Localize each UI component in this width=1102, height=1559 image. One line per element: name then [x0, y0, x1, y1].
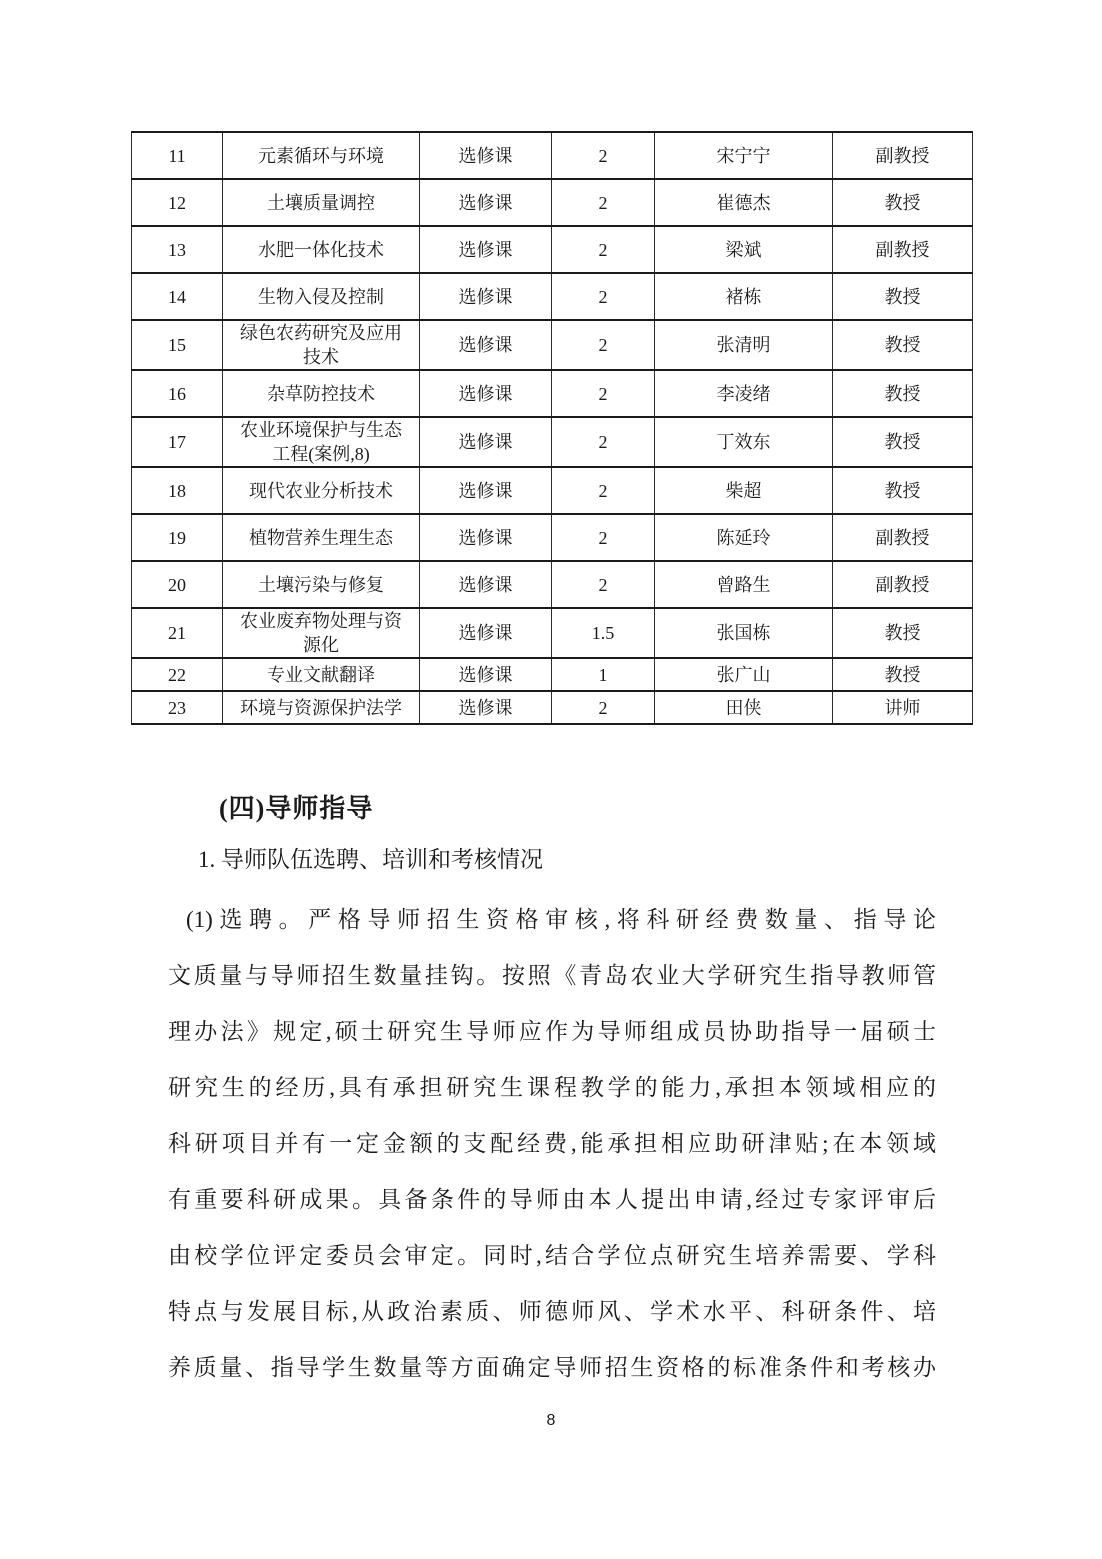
- paragraph: [168, 892, 936, 1396]
- cell-credits: 2: [552, 417, 655, 467]
- table-row: [132, 179, 973, 226]
- cell-course-type: 选修课: [420, 608, 552, 658]
- cell-course-type: 选修课: [420, 514, 552, 561]
- paragraph-line: 理办法》规定,硕士研究生导师应作为导师组成员协助指导一届硕士: [168, 1019, 936, 1044]
- cell-teacher: 梁斌: [655, 226, 833, 273]
- cell-title: 副教授: [833, 561, 973, 608]
- cell-course-name: 环境与资源保护法学: [223, 691, 420, 724]
- paragraph-line: 有重要科研成果。具备条件的导师由本人提出申请,经过专家评审后: [168, 1187, 936, 1212]
- course-table-body: [132, 132, 973, 724]
- cell-course-type: 选修课: [420, 179, 552, 226]
- cell-teacher: 曾路生: [655, 561, 833, 608]
- cell-title: 副教授: [833, 226, 973, 273]
- cell-teacher: 陈延玲: [655, 514, 833, 561]
- cell-teacher: 褚栋: [655, 273, 833, 320]
- cell-course-type: 选修课: [420, 691, 552, 724]
- paragraph-line: 由校学位评定委员会审定。同时,结合学位点研究生培养需要、学科: [168, 1243, 936, 1268]
- cell-title: 教授: [833, 658, 973, 691]
- cell-course-name: 农业环境保护与生态 工程(案例,8): [223, 417, 420, 467]
- cell-title: 教授: [833, 417, 973, 467]
- cell-title: 教授: [833, 179, 973, 226]
- table-row: [132, 608, 973, 658]
- cell-course-name: 植物营养生理生态: [223, 514, 420, 561]
- cell-course-type: 选修课: [420, 132, 552, 179]
- cell-credits: 2: [552, 273, 655, 320]
- cell-credits: 2: [552, 179, 655, 226]
- cell-course-name: 元素循环与环境: [223, 132, 420, 179]
- cell-title: 教授: [833, 273, 973, 320]
- paragraph-line: 文质量与导师招生数量挂钩。按照《青岛农业大学研究生指导教师管: [168, 963, 936, 988]
- cell-index: 12: [132, 179, 223, 226]
- cell-credits: 2: [552, 514, 655, 561]
- cell-course-name: 农业废弃物处理与资 源化: [223, 608, 420, 658]
- paragraph-line: 科研项目并有一定金额的支配经费,能承担相应助研津贴;在本领域: [168, 1131, 936, 1156]
- cell-title: 副教授: [833, 514, 973, 561]
- cell-course-type: 选修课: [420, 658, 552, 691]
- cell-teacher: 张广山: [655, 658, 833, 691]
- cell-index: 16: [132, 370, 223, 417]
- cell-course-name: 水肥一体化技术: [223, 226, 420, 273]
- cell-index: 22: [132, 658, 223, 691]
- cell-index: 18: [132, 467, 223, 514]
- table-row: [132, 417, 973, 467]
- table-row: [132, 691, 973, 724]
- cell-teacher: 丁效东: [655, 417, 833, 467]
- cell-credits: 2: [552, 226, 655, 273]
- table-row: [132, 561, 973, 608]
- table-row: [132, 467, 973, 514]
- course-table: [131, 131, 973, 725]
- section-heading: (四)导师指导: [219, 794, 374, 823]
- cell-title: 教授: [833, 608, 973, 658]
- cell-title: 教授: [833, 320, 973, 370]
- cell-teacher: 张国栋: [655, 608, 833, 658]
- cell-credits: 2: [552, 132, 655, 179]
- cell-index: 11: [132, 132, 223, 179]
- cell-credits: 2: [552, 370, 655, 417]
- cell-course-name: 现代农业分析技术: [223, 467, 420, 514]
- section-subheading: 1. 导师队伍选聘、培训和考核情况: [198, 847, 543, 872]
- page-number: 8: [546, 1412, 556, 1429]
- table-row: [132, 132, 973, 179]
- cell-credits: 1: [552, 658, 655, 691]
- cell-teacher: 崔德杰: [655, 179, 833, 226]
- cell-course-type: 选修课: [420, 370, 552, 417]
- table-row: [132, 514, 973, 561]
- cell-course-name: 绿色农药研究及应用 技术: [223, 320, 420, 370]
- table-row: [132, 370, 973, 417]
- table-row: [132, 658, 973, 691]
- table-row: [132, 320, 973, 370]
- cell-index: 20: [132, 561, 223, 608]
- paragraph-line: 养质量、指导学生数量等方面确定导师招生资格的标准条件和考核办: [168, 1355, 936, 1380]
- cell-index: 15: [132, 320, 223, 370]
- cell-index: 13: [132, 226, 223, 273]
- cell-course-name: 土壤质量调控: [223, 179, 420, 226]
- cell-credits: 2: [552, 561, 655, 608]
- cell-credits: 2: [552, 320, 655, 370]
- cell-credits: 1.5: [552, 608, 655, 658]
- cell-teacher: 李凌绪: [655, 370, 833, 417]
- cell-course-type: 选修课: [420, 467, 552, 514]
- cell-course-name: 生物入侵及控制: [223, 273, 420, 320]
- paragraph-line: (1)选聘。严格导师招生资格审核,将科研经费数量、指导论: [186, 907, 936, 932]
- cell-course-type: 选修课: [420, 561, 552, 608]
- cell-course-type: 选修课: [420, 320, 552, 370]
- cell-index: 14: [132, 273, 223, 320]
- table-row: [132, 226, 973, 273]
- cell-teacher: 柴超: [655, 467, 833, 514]
- paragraph-line: 特点与发展目标,从政治素质、师德师风、学术水平、科研条件、培: [168, 1299, 936, 1324]
- cell-credits: 2: [552, 691, 655, 724]
- cell-title: 教授: [833, 370, 973, 417]
- cell-teacher: 宋宁宁: [655, 132, 833, 179]
- cell-course-name: 土壤污染与修复: [223, 561, 420, 608]
- cell-title: 副教授: [833, 132, 973, 179]
- cell-teacher: 张清明: [655, 320, 833, 370]
- cell-title: 讲师: [833, 691, 973, 724]
- cell-teacher: 田侠: [655, 691, 833, 724]
- cell-index: 23: [132, 691, 223, 724]
- table-row: [132, 273, 973, 320]
- cell-index: 19: [132, 514, 223, 561]
- paragraph-line: 研究生的经历,具有承担研究生课程教学的能力,承担本领域相应的: [168, 1075, 936, 1100]
- cell-index: 17: [132, 417, 223, 467]
- cell-course-type: 选修课: [420, 417, 552, 467]
- cell-credits: 2: [552, 467, 655, 514]
- cell-index: 21: [132, 608, 223, 658]
- cell-course-name: 杂草防控技术: [223, 370, 420, 417]
- cell-course-type: 选修课: [420, 273, 552, 320]
- cell-course-name: 专业文献翻译: [223, 658, 420, 691]
- cell-title: 教授: [833, 467, 973, 514]
- cell-course-type: 选修课: [420, 226, 552, 273]
